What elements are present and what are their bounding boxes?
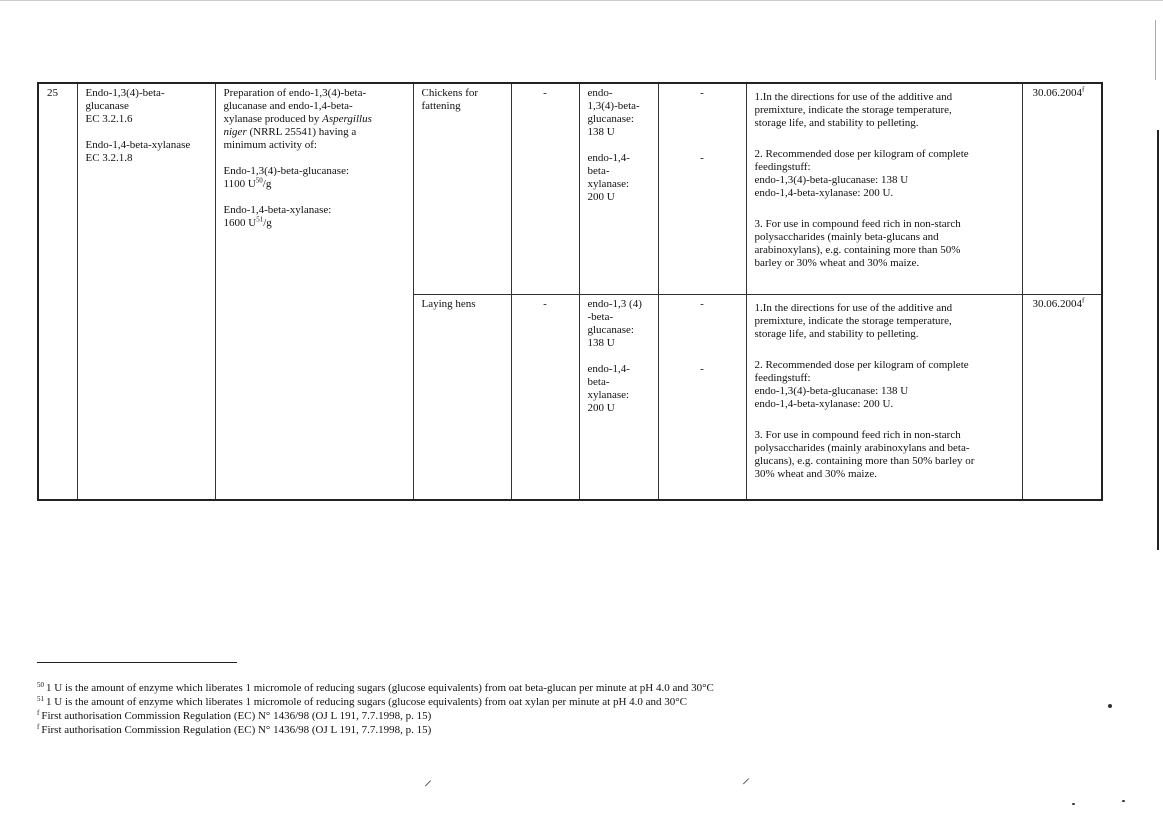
footnote-ref: f	[1082, 85, 1085, 94]
scan-edge-mark	[1157, 130, 1159, 550]
ec-number: EC 3.2.1.6	[85, 113, 133, 125]
composition-line	[224, 113, 405, 126]
footnote-mark: f	[37, 709, 40, 717]
glucanase-activity-label: Endo-1,3(4)-beta-glucanase:	[223, 165, 350, 177]
max-age-cell: -	[511, 294, 579, 500]
scan-edge-mark-upper	[1155, 20, 1156, 80]
composition-line: minimum activity of:	[223, 139, 317, 151]
footnotes	[37, 681, 1037, 737]
glucanase-activity-value: 1100 $U^{50}/g$	[223, 176, 272, 190]
species-cell: Chickens for fattening	[413, 83, 511, 294]
authorisation-end-cell	[1022, 294, 1102, 500]
footnote-mark: f	[37, 723, 40, 731]
footnote-text: First authorisation Commission Regulation (EC) N° 1436/98 (OJ L 191, 7.7.1998, p. 15)	[41, 710, 432, 722]
footnote-text: 1 U is the amount of enzyme which liberates 1 micromole of reducing sugars (glucose equivalents) from oat beta-glucan per minute at pH 4.0 and 30°C	[46, 682, 714, 694]
scan-mark: ⸝	[742, 768, 751, 787]
end-date: 30.06.2004	[1032, 297, 1082, 310]
substance-line: glucanase	[85, 100, 129, 112]
other-provisions-cell: 1.In the directions for use of the additive and premixture, indicate the storage temperature, storage life, and stability to pelleting. 2. Recommended dose per kilogram of complete feedingstuff: endo-1,3(4)-beta-glucanase: 138 U endo-1,4-beta-xylanase: 200 U. 3. For use in compound feed rich in non-starch polysaccharides (mainly beta-glucans and arabinoxylans), e.g. containing more than 50% barley or 30% wheat and 30% maize.	[746, 83, 1022, 294]
footnote-separator	[37, 662, 237, 663]
scan-speck	[1072, 803, 1075, 805]
footnote	[37, 709, 1037, 723]
max-age-cell: -	[511, 83, 579, 294]
entry-number: 25	[47, 87, 58, 99]
composition-cell	[215, 83, 413, 500]
entry-number-cell	[38, 83, 77, 500]
footnote	[37, 723, 1037, 737]
composition-line: glucanase and endo-1,4-beta-	[223, 100, 353, 112]
footnote-text: First authorisation Commission Regulation (EC) N° 1436/98 (OJ L 191, 7.7.1998, p. 15)	[41, 724, 432, 736]
footnote-mark: 50	[37, 681, 44, 689]
scan-speck	[1108, 704, 1112, 708]
min-content-cell: endo-1,3 (4) -beta- glucanase: 138 U endo-1,4- beta- xylanase: 200 U	[579, 294, 658, 500]
xylanase-activity-value: 1600 $U^{51}/g$	[223, 215, 272, 229]
xylanase-activity-label: Endo-1,4-beta-xylanase:	[223, 204, 332, 216]
page-top-rule	[0, 0, 1163, 1]
species-cell: Laying hens	[413, 294, 511, 500]
max-content-cell: - -	[658, 294, 746, 500]
additive-authorisation-table	[37, 82, 1103, 501]
ec-number: EC 3.2.1.8	[85, 152, 133, 164]
authorisation-end-cell	[1022, 83, 1102, 294]
substance-line: Endo-1,3(4)-beta-	[85, 87, 165, 99]
organism-species: niger	[223, 126, 247, 138]
composition-text: xylanase produced by	[223, 113, 323, 125]
min-content-cell: endo- 1,3(4)-beta- glucanase: 138 U endo-1,4- beta- xylanase: 200 U	[579, 83, 658, 294]
footnote-text: 1 U is the amount of enzyme which liberates 1 micromole of reducing sugars (glucose equivalents) from oat xylan per minute at pH 4.0 and 30°C	[46, 696, 688, 708]
max-content-cell: - -	[658, 83, 746, 294]
table-row	[38, 83, 1102, 294]
composition-text: (NRRL 25541) having a	[246, 126, 357, 138]
organism-genus: Aspergillus	[322, 113, 372, 125]
substance-line: Endo-1,4-beta-xylanase	[85, 139, 191, 151]
footnote-ref: 50	[255, 176, 263, 185]
scan-speck	[1122, 800, 1125, 802]
footnote-mark: 51	[37, 695, 44, 703]
composition-line: Preparation of endo-1,3(4)-beta-	[223, 87, 367, 99]
footnote-ref: 51	[256, 215, 264, 224]
scan-mark: ⸝	[424, 770, 433, 789]
end-date: 30.06.2004	[1032, 87, 1082, 99]
active-substance-cell	[77, 83, 215, 500]
footnote	[37, 681, 1037, 695]
footnote-ref: f	[1082, 295, 1085, 304]
other-provisions-cell: 1.In the directions for use of the additive and premixture, indicate the storage temperature, storage life, and stability to pelleting. 2. Recommended dose per kilogram of complete feedingstuff: endo-1,3(4)-beta-glucanase: 138 U endo-1,4-beta-xylanase: 200 U. 3. For use in compound feed rich in non-starch polysaccharides (mainly arabinoxylans and beta- glucans), e.g. containing more than 50% barley or 30% wheat and 30% maize.	[746, 294, 1022, 500]
composition-line	[224, 126, 405, 139]
footnote	[37, 695, 1037, 709]
